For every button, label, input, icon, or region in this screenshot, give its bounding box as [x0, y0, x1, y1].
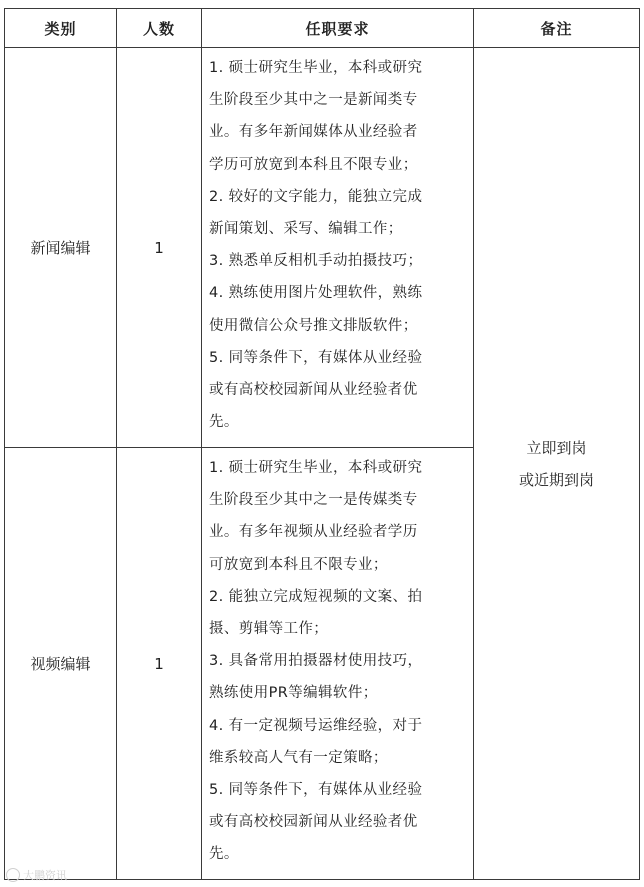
job-requirements-table — [4, 8, 640, 880]
requirement-line: 3. 熟悉单反相机手动拍摄技巧； — [209, 253, 423, 270]
requirement-line: 使用微信公众号推文排版软件； — [209, 317, 418, 334]
count-news-editor: 1 — [117, 48, 202, 448]
requirement-line: 先。 — [209, 846, 239, 863]
header-category: 类别 — [5, 9, 117, 48]
requirement-line: 4. 熟练使用图片处理软件，熟练 — [209, 285, 423, 302]
requirement-line: 先。 — [209, 414, 239, 431]
requirement-line: 新闻策划、采写、编辑工作； — [209, 220, 403, 237]
requirement-line: 或有高校校园新闻从业经验者优 — [209, 381, 418, 398]
logo-icon — [6, 868, 20, 882]
requirement-line: 5. 同等条件下，有媒体从业经验 — [209, 781, 423, 798]
table-row — [5, 48, 640, 448]
note-line-1: 立即到岗 — [526, 438, 587, 457]
requirement-line: 维系较高人气有一定策略； — [209, 749, 388, 766]
category-video-editor: 视频编辑 — [5, 448, 117, 880]
requirement-line: 业。有多年新闻媒体从业经验者 — [209, 124, 418, 141]
requirement-line: 业。有多年视频从业经验者学历 — [209, 524, 418, 541]
requirement-line: 生阶段至少其中之一是新闻类专 — [209, 92, 418, 109]
watermark — [6, 867, 67, 883]
requirement-line: 或有高校校园新闻从业经验者优 — [209, 814, 418, 831]
requirement-line: 2. 较好的文字能力，能独立完成 — [209, 188, 423, 205]
requirement-list — [202, 48, 473, 438]
requirement-line: 1. 硕士研究生毕业，本科或研究 — [209, 460, 423, 476]
requirement-line: 2. 能独立完成短视频的文案、拍 — [209, 588, 423, 605]
requirement-line: 3. 具备常用拍摄器材使用技巧， — [209, 653, 423, 670]
notes-cell — [474, 48, 640, 880]
requirement-line: 熟练使用PR等编辑软件； — [209, 685, 378, 702]
requirement-line: 摄、剪辑等工作； — [209, 620, 329, 637]
requirement-list — [202, 448, 473, 870]
requirements-video-editor — [202, 448, 474, 880]
header-count: 人数 — [117, 9, 202, 48]
category-news-editor: 新闻编辑 — [5, 48, 117, 448]
watermark-text: 大鹏资讯 — [23, 869, 67, 882]
count-video-editor: 1 — [117, 448, 202, 880]
header-requirements: 任职要求 — [202, 9, 474, 48]
requirement-line: 学历可放宽到本科且不限专业； — [209, 156, 418, 173]
requirement-line: 5. 同等条件下，有媒体从业经验 — [209, 349, 423, 366]
header-notes: 备注 — [474, 9, 640, 48]
requirement-line: 1. 硕士研究生毕业，本科或研究 — [209, 60, 423, 76]
table-header-row — [5, 9, 640, 48]
requirements-news-editor — [202, 48, 474, 448]
note-line-2: 或近期到岗 — [518, 470, 594, 489]
requirement-line: 生阶段至少其中之一是传媒类专 — [209, 492, 418, 509]
requirement-line: 可放宽到本科且不限专业； — [209, 556, 388, 573]
requirement-line: 4. 有一定视频号运维经验，对于 — [209, 717, 423, 734]
